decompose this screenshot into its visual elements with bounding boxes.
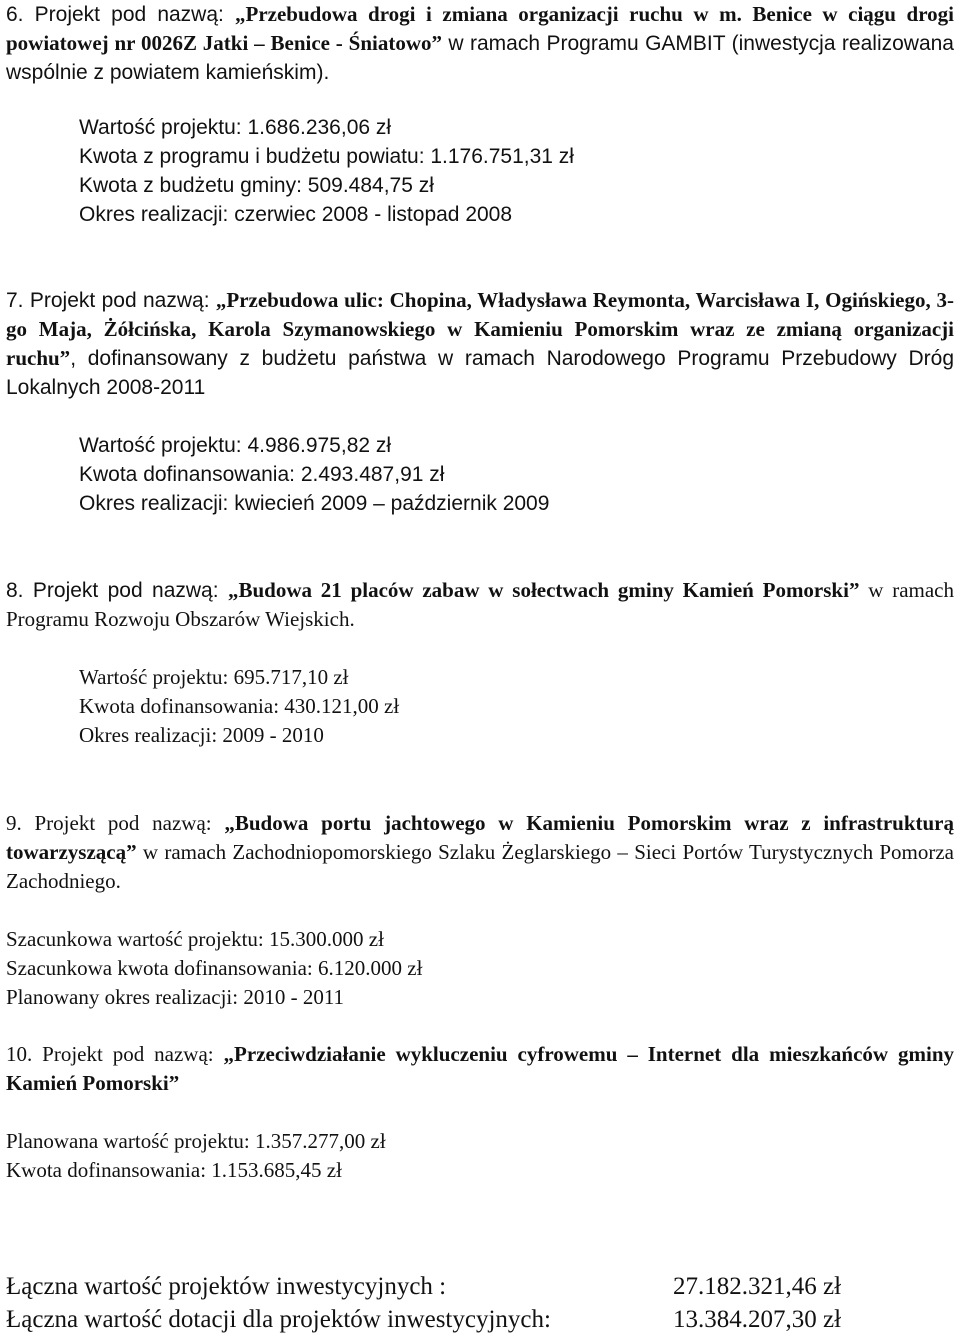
project-8-funding: Kwota dofinansowania: 430.121,00 zł — [79, 694, 400, 718]
total-investment-label: Łączna wartość projektów inwestycyjnych : — [6, 1273, 447, 1300]
project-10-lead: 10. Projekt pod nazwą: — [6, 1042, 224, 1066]
project-7-funding: Kwota dofinansowania: 2.493.487,91 zł — [79, 463, 445, 486]
project-6-title: „Przebudowa drogi i zmiana organizacji ruchu w m. Benice w ciągu drogi powiatowej nr 0026Z Jatki – Benice - Śniatowo” — [6, 2, 954, 55]
project-8-description — [6, 576, 954, 634]
project-6-municipal-funding: Kwota z budżetu gminy: 509.484,75 zł — [79, 174, 434, 197]
project-8-rest: w ramach Programu Rozwoju Obszarów Wiejskich. — [6, 578, 954, 631]
project-6-period: Okres realizacji: czerwiec 2008 - listopad 2008 — [79, 203, 513, 226]
project-6-value: Wartość projektu: 1.686.236,06 zł — [79, 116, 392, 139]
project-9-period: Planowany okres realizacji: 2010 - 2011 — [6, 985, 345, 1009]
project-8-period: Okres realizacji: 2009 - 2010 — [79, 723, 324, 747]
project-7-title: „Przebudowa ulic: Chopina, Władysława Reymonta, Warcisława I, Ogińskiego, 3-go Maja, Żółcińska, Karola Szymanowskiego w Kamieniu Pomorskim wraz ze zmianą organizacji ruchu” — [6, 288, 954, 370]
project-8-lead: 8. Projekt pod nazwą: — [6, 579, 228, 602]
project-10-description — [6, 1040, 954, 1098]
project-8-value: Wartość projektu: 695.717,10 zł — [79, 665, 349, 689]
project-9-value: Szacunkowa wartość projektu: 15.300.000 zł — [6, 927, 384, 951]
project-7-value: Wartość projektu: 4.986.975,82 zł — [79, 434, 392, 457]
total-grants-value: 13.384.207,30 zł — [673, 1306, 842, 1333]
total-investment-value: 27.182.321,46 zł — [673, 1273, 842, 1300]
project-10-value: Planowana wartość projektu: 1.357.277,00 zł — [6, 1129, 386, 1153]
project-10-funding: Kwota dofinansowania: 1.153.685,45 zł — [6, 1158, 342, 1182]
project-7-rest: , dofinansowany z budżetu państwa w ramach Narodowego Programu Przebudowy Dróg Lokalnych 2008-2011 — [6, 347, 954, 399]
project-8-title: „Budowa 21 placów zabaw w sołectwach gminy Kamień Pomorski” — [227, 578, 860, 602]
project-7-description — [6, 286, 954, 402]
project-7-lead: 7. Projekt pod nazwą: — [6, 289, 216, 312]
total-grants-label: Łączna wartość dotacji dla projektów inwestycyjnych: — [6, 1306, 551, 1333]
project-6-description — [6, 0, 954, 87]
project-6-county-funding: Kwota z programu i budżetu powiatu: 1.176.751,31 zł — [79, 145, 574, 168]
project-9-lead: 9. Projekt pod nazwą: — [6, 811, 225, 835]
project-9-description — [6, 809, 954, 896]
project-9-funding: Szacunkowa kwota dofinansowania: 6.120.000 zł — [6, 956, 423, 980]
project-9-title: „Budowa portu jachtowego w Kamieniu Pomorskim wraz z infrastrukturą towarzyszącą” — [6, 811, 954, 864]
project-10-title: „Przeciwdziałanie wykluczeniu cyfrowemu – Internet dla mieszkańców gminy Kamień Pomorski” — [6, 1042, 954, 1095]
project-9-rest: w ramach Zachodniopomorskiego Szlaku Żeglarskiego – Sieci Portów Turystycznych Pomorza Zachodniego. — [6, 840, 954, 893]
project-6-rest: w ramach Programu GAMBIT (inwestycja realizowana wspólnie z powiatem kamieńskim). — [6, 32, 954, 84]
project-6-lead: 6. Projekt pod nazwą: — [6, 3, 235, 26]
project-7-period: Okres realizacji: kwiecień 2009 – październik 2009 — [79, 492, 550, 515]
